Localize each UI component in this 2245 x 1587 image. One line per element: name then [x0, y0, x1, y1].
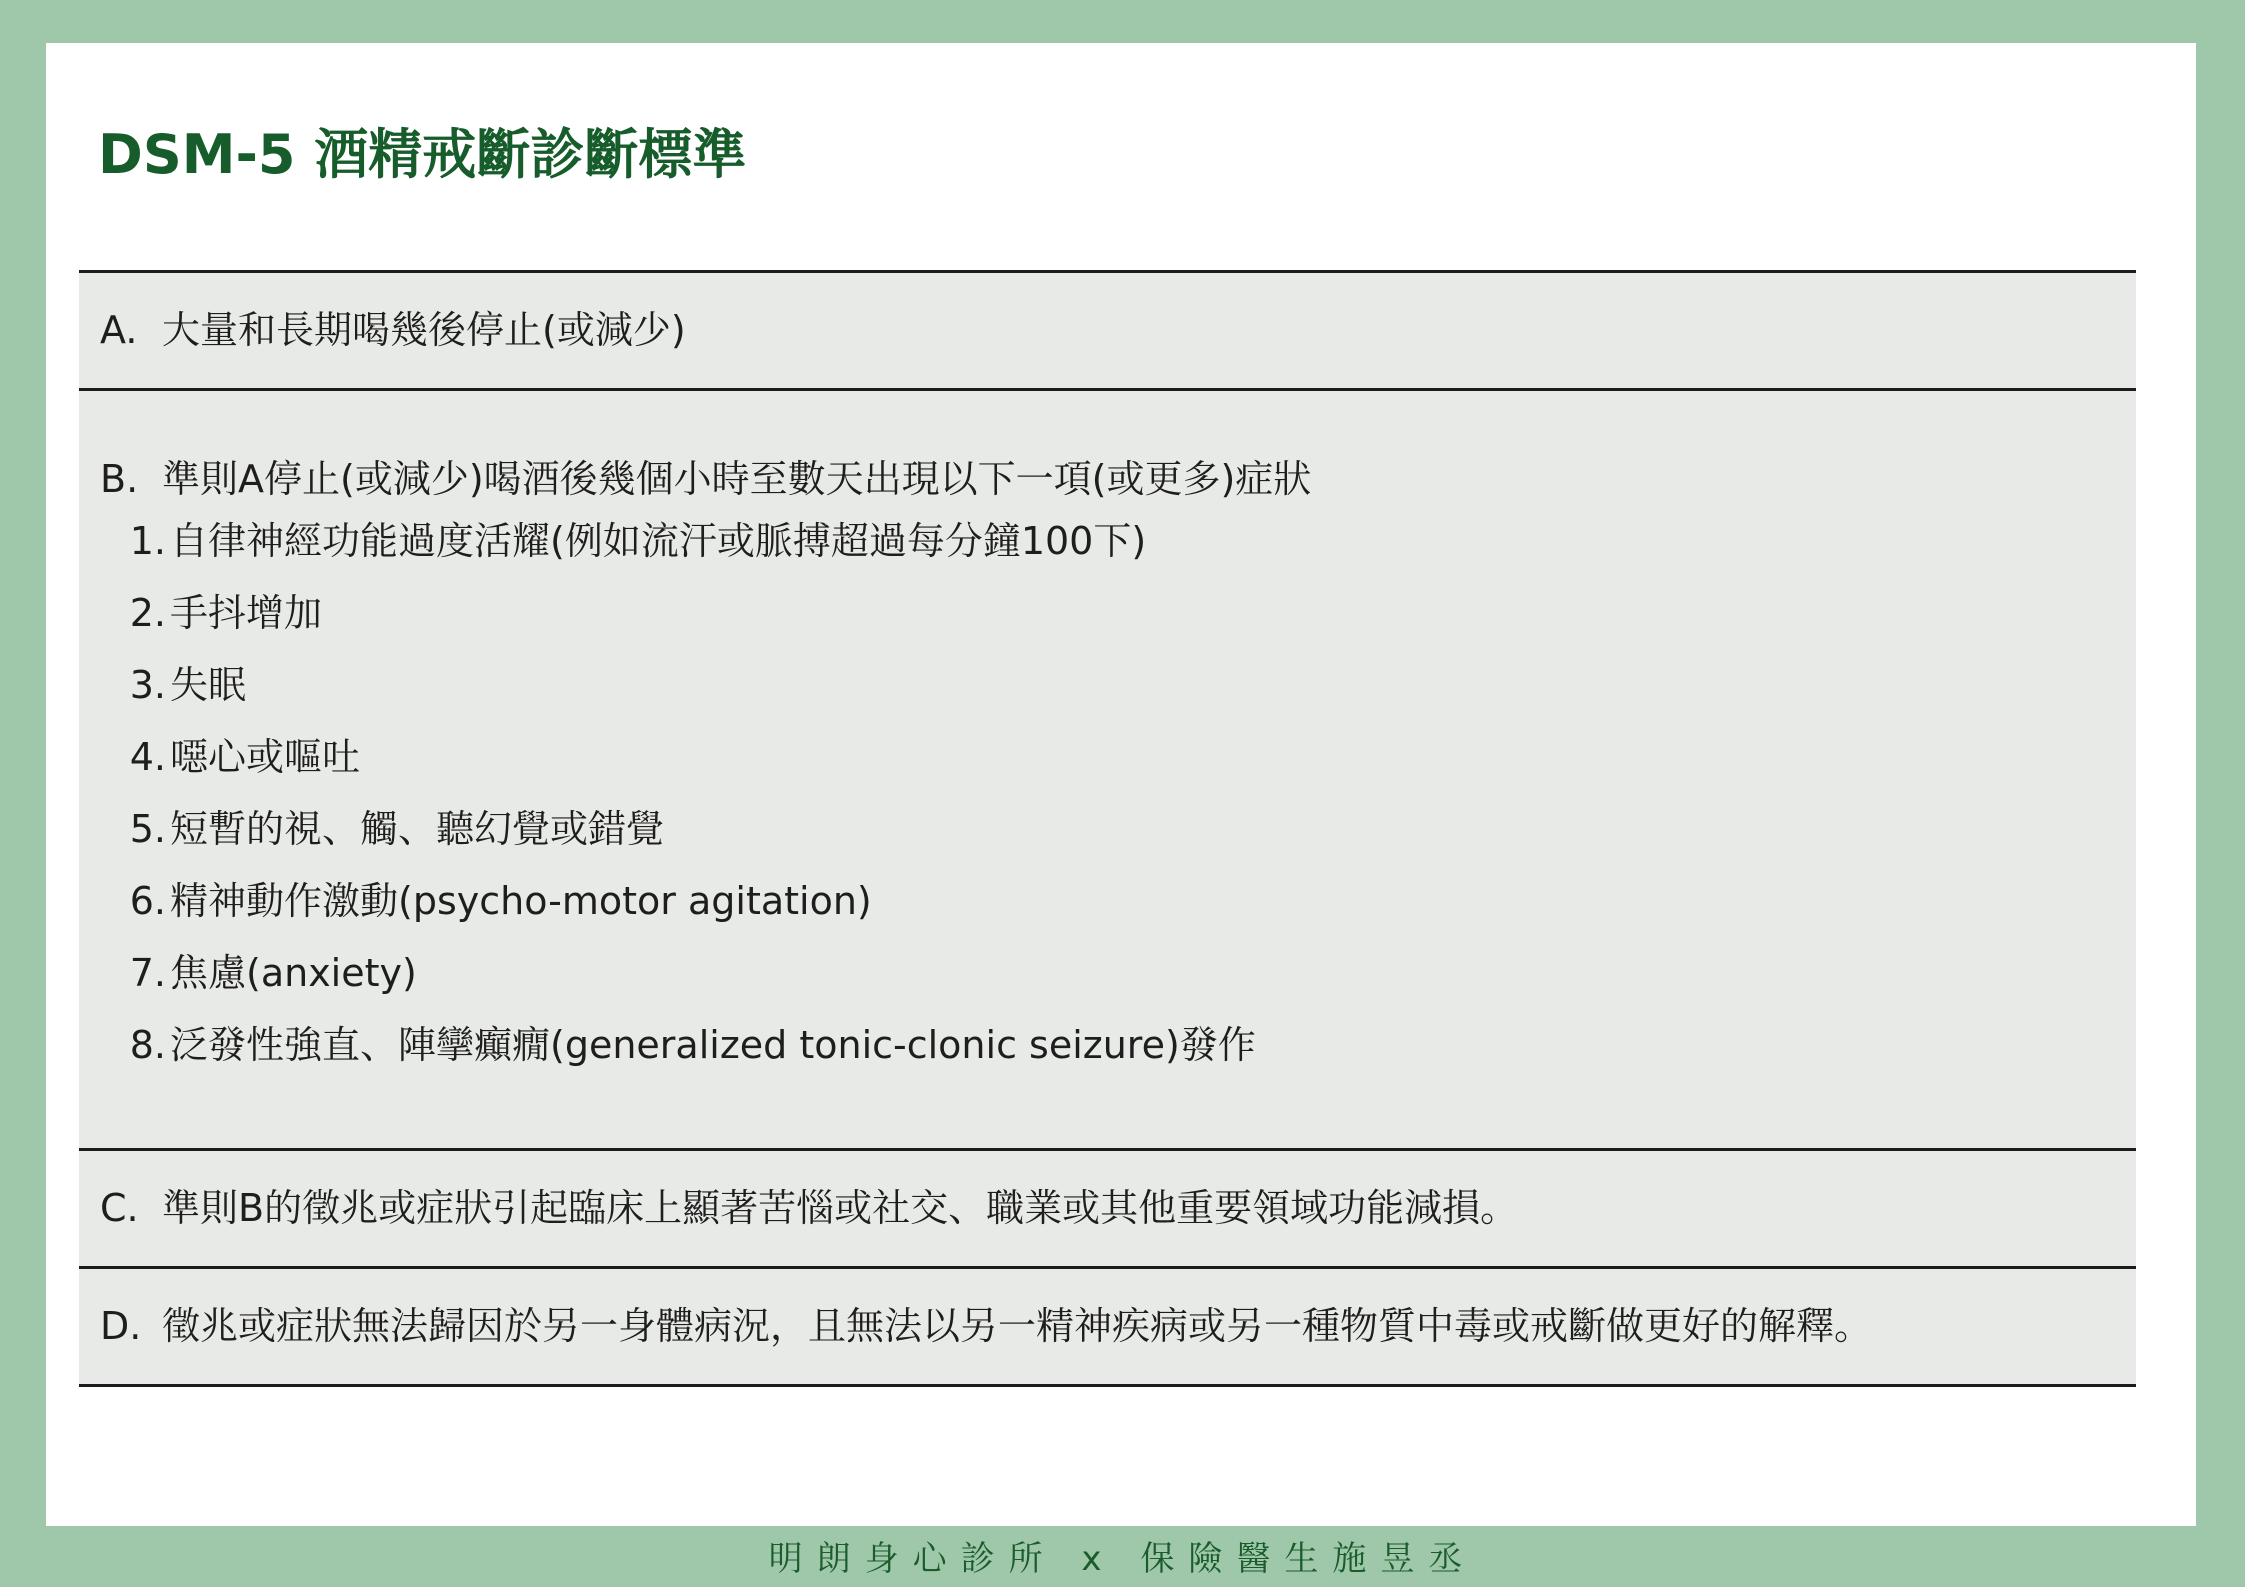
symptom-number: 5.: [129, 806, 166, 851]
symptom-number: 8.: [129, 1022, 166, 1067]
criterion-letter: C.: [100, 1185, 139, 1230]
criterion-a: [79, 273, 2136, 391]
symptom-text: 噁心或嘔吐: [170, 734, 361, 779]
symptom-text: 失眠: [170, 662, 247, 707]
symptom-number: 1.: [129, 518, 166, 563]
criterion-letter: A.: [100, 307, 138, 352]
criterion-text: 準則B的徵兆或症狀引起臨床上顯著苦惱或社交、職業或其他重要領域功能減損。: [162, 1185, 1519, 1230]
symptom-item: [100, 591, 2136, 663]
criterion-text: 徵兆或症狀無法歸因於另一身體病況，且無法以另一精神疾病或另一種物質中毒或戒斷做更好的解釋。: [162, 1303, 1873, 1348]
symptom-text: 自律神經功能過度活耀(例如流汗或脈搏超過每分鐘100下): [170, 518, 1147, 563]
symptom-text: 泛發性強直、陣攣癲癇(generalized tonic-clonic seizure)發作: [170, 1022, 1256, 1067]
symptom-number: 7.: [129, 950, 166, 995]
symptom-number: 4.: [129, 734, 166, 779]
symptom-number: 3.: [129, 662, 166, 707]
content-card: [46, 43, 2196, 1526]
criterion-text: 準則A停止(或減少)喝酒後幾個小時至數天出現以下一項(或更多)症狀: [162, 457, 1312, 501]
symptom-item: [100, 951, 2136, 1023]
criteria-table: [79, 270, 2136, 1387]
footer-credit: 明朗身心診所 x 保險醫生施昱丞: [768, 1538, 1477, 1579]
criterion-text: 大量和長期喝幾後停止(或減少): [162, 307, 686, 352]
symptom-text: 手抖增加: [170, 590, 323, 635]
page-title: DSM-5 酒精戒斷診斷標準: [98, 123, 747, 186]
symptom-number: 2.: [129, 590, 166, 635]
criterion-d: [79, 1269, 2136, 1387]
symptom-item: [100, 879, 2136, 951]
symptom-list: [100, 519, 2136, 1095]
symptom-text: 短暫的視、觸、聽幻覺或錯覺: [170, 806, 665, 851]
symptom-item: [100, 519, 2136, 591]
symptom-item: [100, 735, 2136, 807]
symptom-item: [100, 1023, 2136, 1095]
symptom-item: [100, 663, 2136, 735]
criterion-letter: B.: [100, 457, 139, 501]
symptom-text: 精神動作激動(psycho-motor agitation): [170, 878, 872, 923]
symptom-item: [100, 807, 2136, 879]
criterion-c: [79, 1151, 2136, 1269]
criterion-b: [79, 391, 2136, 1151]
criterion-letter: D.: [100, 1303, 142, 1348]
symptom-text: 焦慮(anxiety): [170, 950, 417, 995]
symptom-number: 6.: [129, 878, 166, 923]
